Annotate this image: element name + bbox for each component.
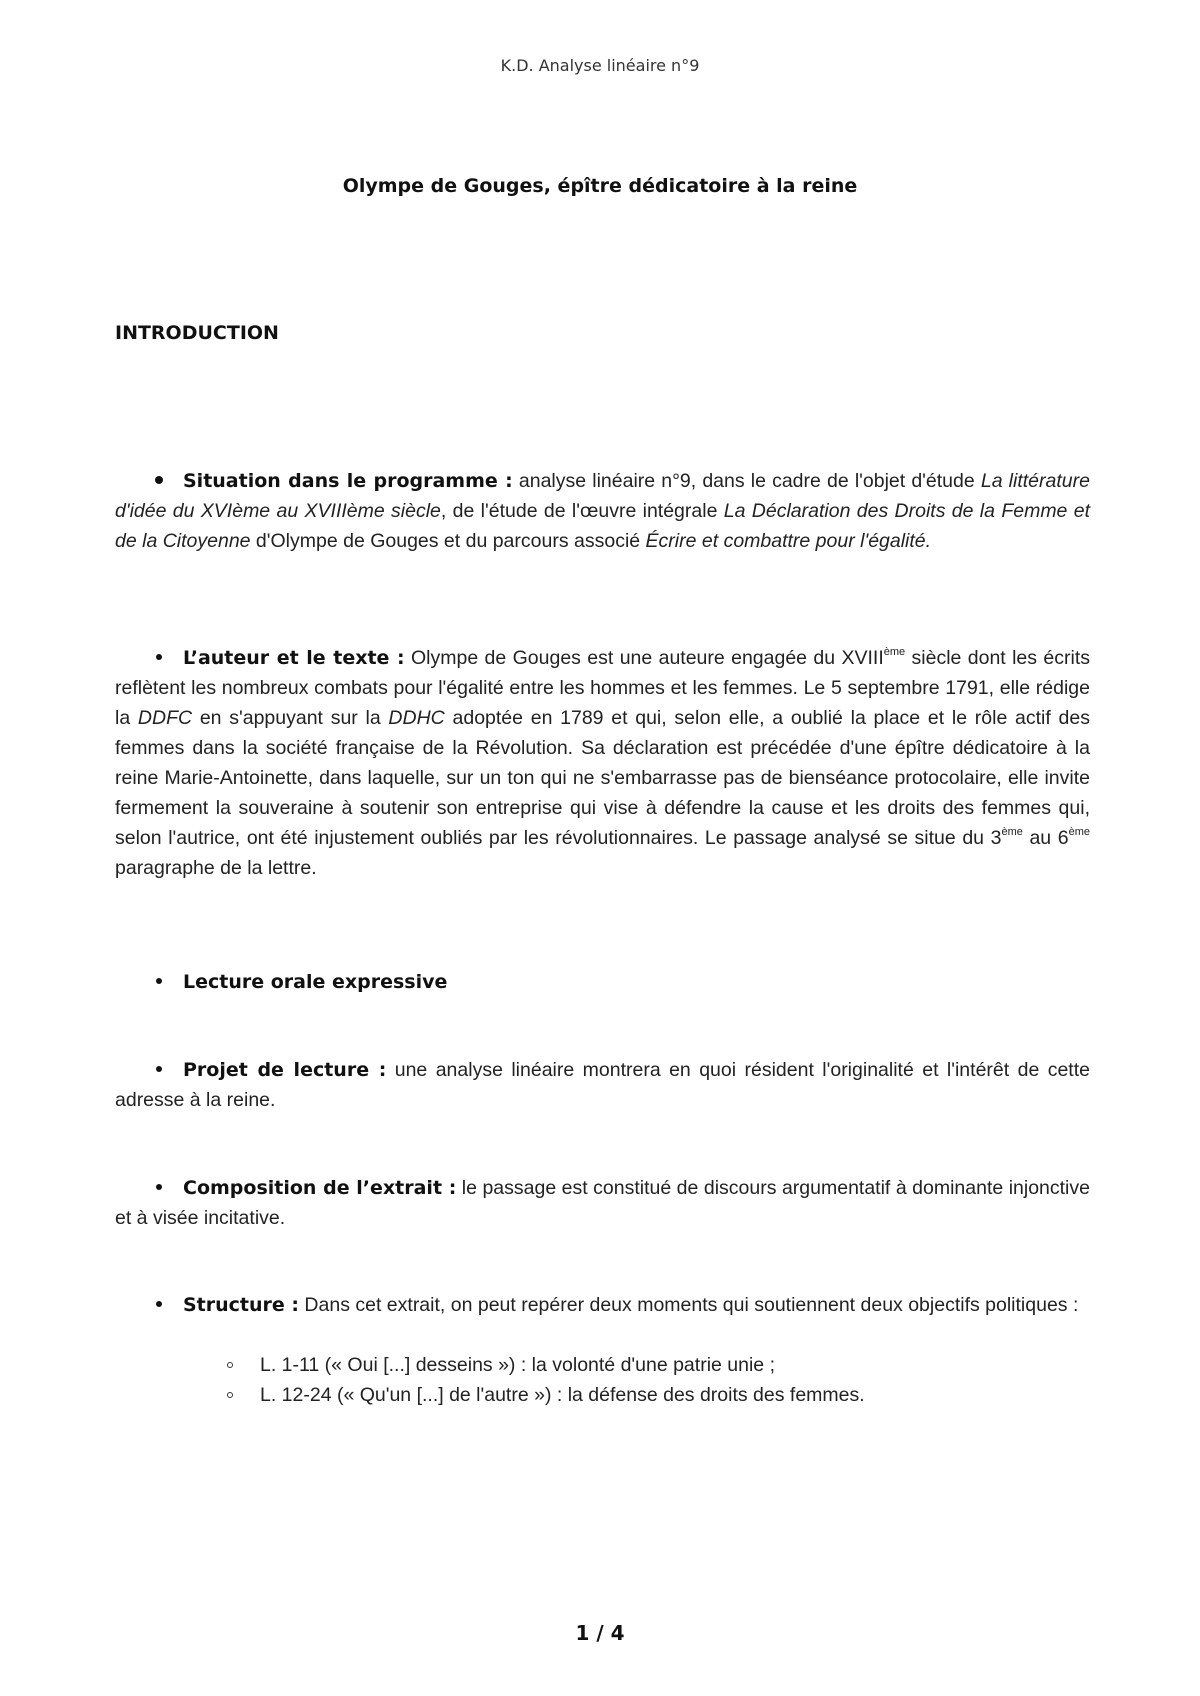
page-number: 1 / 4 — [575, 1621, 625, 1645]
abbreviation: DDHC — [388, 707, 445, 729]
work-reference: La littérature d'idée du XVIème au XVIIIème siècle — [115, 470, 1090, 522]
bullet-dot-icon — [156, 1184, 162, 1190]
list-item — [222, 1380, 865, 1410]
superscript: ème — [1001, 826, 1023, 838]
bullet-text: , de l'étude de l'œuvre intégrale — [440, 500, 724, 522]
list-item — [222, 1350, 865, 1380]
work-reference: La Déclaration des Droits de la Femme et de la Citoyenne — [115, 500, 1091, 552]
bullet-dot-icon — [155, 476, 163, 484]
section-heading-introduction: INTRODUCTION — [115, 322, 279, 344]
structure-sublist — [222, 1350, 865, 1410]
bullet-text: Olympe de Gouges est une auteure engagée du XVIII — [404, 647, 884, 669]
bullet-text: Dans cet extrait, on peut repérer deux moments qui soutiennent deux objectifs politiques : — [299, 1294, 1079, 1316]
abbreviation: DDFC — [137, 707, 193, 729]
bullet-dot-icon — [156, 1301, 162, 1307]
running-header: K.D. Analyse linéaire n°9 — [500, 56, 700, 75]
bullet-text: en s'appuyant sur la — [192, 707, 389, 729]
bullet-text: le passage est constitué de discours argumentatif à dominante injonctive et à visée incitative. — [115, 1177, 1090, 1229]
bullet-dot-icon — [156, 654, 162, 660]
bullet-lecture — [115, 967, 1090, 997]
bullet-text: paragraphe de la lettre. — [115, 857, 317, 879]
circle-bullet-icon — [227, 1362, 233, 1368]
bullet-text: siècle dont les écrits reflètent les nombreux combats pour l'égalité entre les hommes et les femmes. Le 5 septembre 1791, elle rédige la — [115, 647, 1090, 729]
superscript: ème — [1068, 826, 1090, 838]
list-item-text: L. 1-11 (« Oui [...] desseins ») : la volonté d'une patrie unie ; — [260, 1354, 775, 1376]
bullet-label: L’auteur et le texte : — [183, 647, 405, 669]
document-title: Olympe de Gouges, épître dédicatoire à la reine — [342, 175, 858, 197]
bullet-label: Composition de l’extrait : — [183, 1177, 457, 1199]
superscript: ème — [883, 646, 906, 658]
bullet-label: Projet de lecture : — [183, 1059, 387, 1081]
bullet-situation — [115, 466, 1090, 556]
bullet-text: analyse linéaire n°9, dans le cadre de l'objet d'étude — [512, 470, 981, 492]
bullet-text: une analyse linéaire montrera en quoi résident l'originalité et l'intérêt de cette adresse à la reine. — [115, 1059, 1090, 1111]
bullet-text: d'Olympe de Gouges et du parcours associé — [250, 530, 646, 552]
bullet-text: au 6 — [1022, 827, 1069, 849]
bullet-label: Lecture orale expressive — [183, 971, 448, 993]
bullet-dot-icon — [156, 978, 162, 984]
circle-bullet-icon — [227, 1392, 233, 1398]
bullet-label: Situation dans le programme : — [183, 470, 513, 492]
bullet-structure — [115, 1290, 1090, 1320]
bullet-composition — [115, 1173, 1090, 1233]
bullet-auteur — [115, 643, 1090, 883]
bullet-dot-icon — [156, 1066, 162, 1072]
bullet-label: Structure : — [183, 1294, 300, 1316]
bullet-text: adoptée en 1789 et qui, selon elle, a oublié la place et le rôle actif des femmes dans la société française de la Révolution. Sa déclaration est précédée d'une épître dédicatoire à la reine Marie-Antoinette, dans laquelle, sur un ton qui ne s'embarrasse pas de bienséance protocolaire, elle invite fermement la souveraine à soutenir son entreprise qui vise à défendre la cause et les droits des femmes qui, selon l'autrice, ont été injustement oubliés par les révolutionnaires. Le passage analysé se situe du 3 — [115, 707, 1090, 849]
work-reference: Écrire et combattre pour l'égalité. — [645, 530, 932, 552]
list-item-text: L. 12-24 (« Qu'un [...] de l'autre ») : la défense des droits des femmes. — [260, 1384, 865, 1406]
bullet-projet — [115, 1055, 1090, 1115]
